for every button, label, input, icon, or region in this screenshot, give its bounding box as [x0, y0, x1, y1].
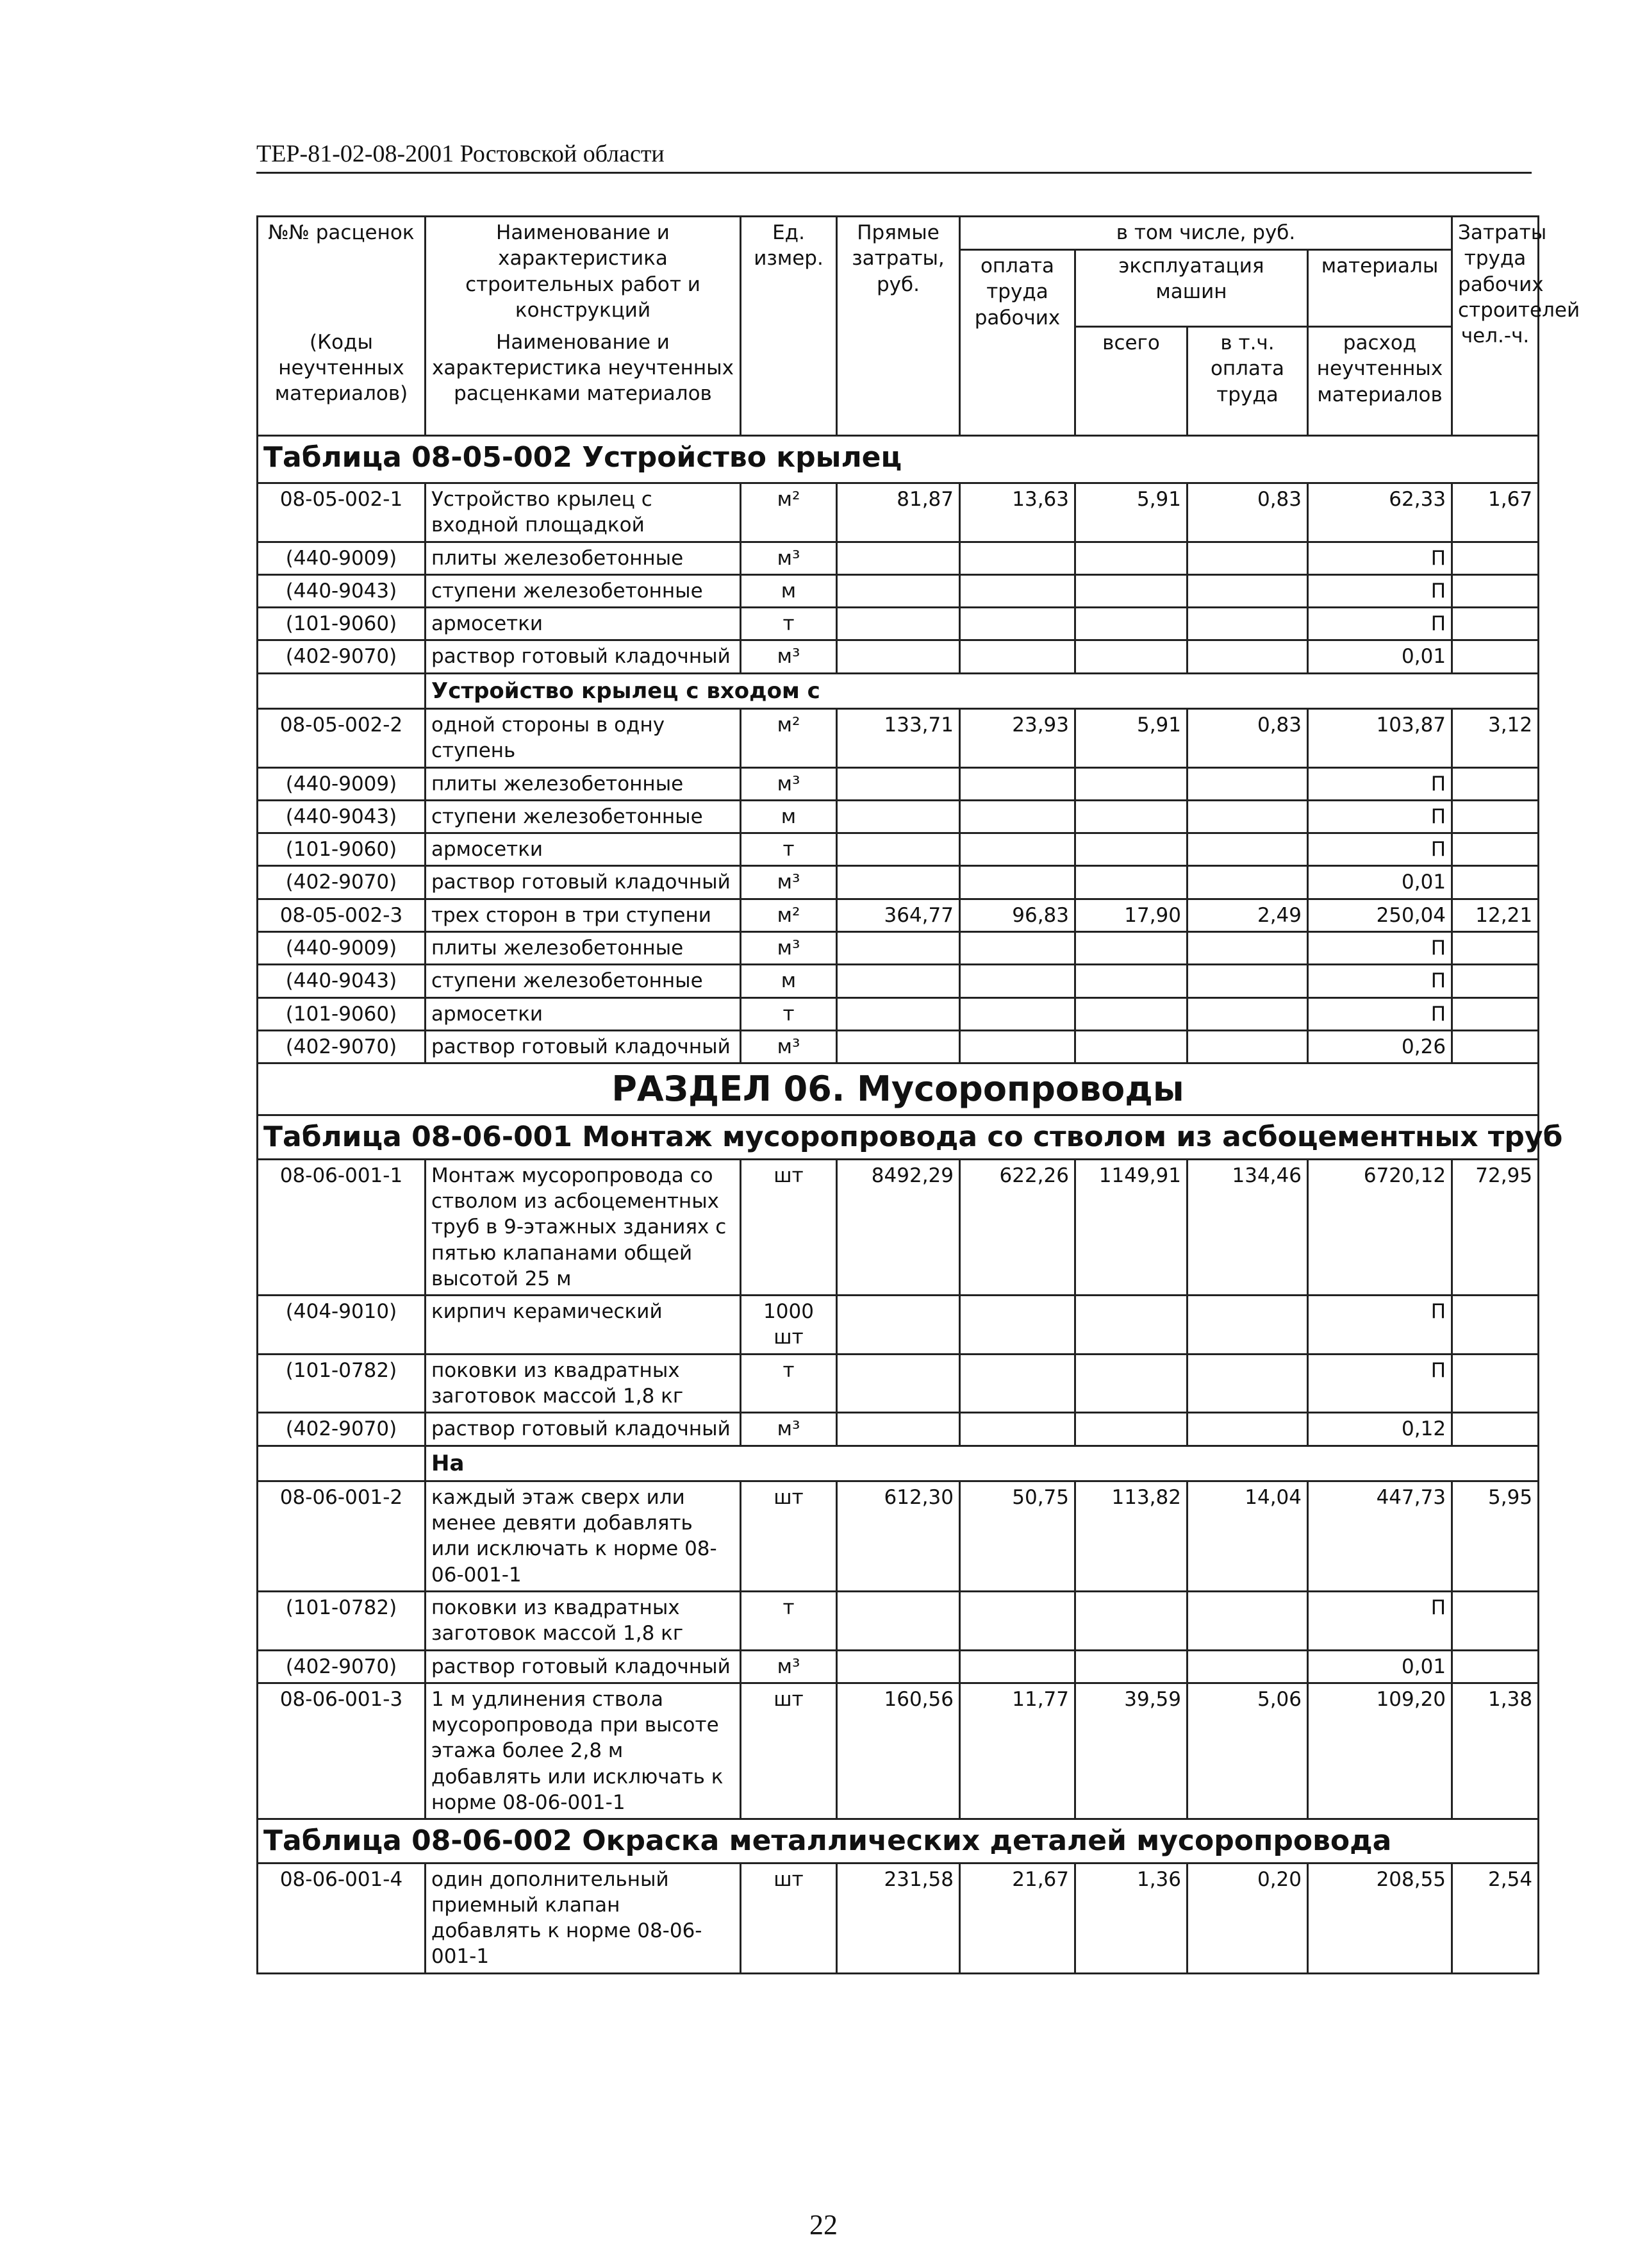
row-materials: П [1308, 997, 1452, 1030]
table-row [258, 1413, 1539, 1446]
row-materials: П [1308, 833, 1452, 866]
row-materials: П [1308, 542, 1452, 574]
row-machines-total [1075, 932, 1188, 965]
table-row [258, 866, 1539, 899]
row-name: 1 м удлинения ствола мусоропровода при высоте этажа более 2,8 м добавлять или исключать к норме 08-06-001-1 [426, 1683, 741, 1819]
row-machines-wages [1188, 1650, 1308, 1683]
row-labor: 1,38 [1452, 1683, 1539, 1819]
row-machines-wages [1188, 574, 1308, 607]
row-materials: П [1308, 767, 1452, 800]
table-subtitle: На [426, 1446, 1539, 1481]
row-wages [960, 1413, 1075, 1446]
row-direct-cost: 160,56 [837, 1683, 960, 1819]
row-direct-cost [837, 608, 960, 640]
row-machines-wages: 0,83 [1188, 708, 1308, 767]
row-materials: 447,73 [1308, 1481, 1452, 1591]
table-row [258, 1863, 1539, 1973]
row-machines-total [1075, 767, 1188, 800]
row-machines-total [1075, 1354, 1188, 1413]
row-code: (440-9043) [258, 574, 426, 607]
row-direct-cost [837, 1296, 960, 1355]
row-direct-cost: 612,30 [837, 1481, 960, 1591]
row-wages: 50,75 [960, 1481, 1075, 1591]
table-title: Таблица 08-06-002 Окраска металлических деталей мусоропровода [258, 1819, 1539, 1863]
row-direct-cost [837, 997, 960, 1030]
row-machines-total: 39,59 [1075, 1683, 1188, 1819]
row-direct-cost [837, 833, 960, 866]
row-machines-wages [1188, 833, 1308, 866]
col-unit-header: Ед. измер. [741, 217, 837, 436]
row-wages: 13,63 [960, 483, 1075, 542]
row-machines-wages [1188, 767, 1308, 800]
page-number: 22 [809, 2209, 838, 2240]
row-unit: м³ [741, 640, 837, 673]
row-labor: 72,95 [1452, 1159, 1539, 1295]
row-name: поковки из квадратных заготовок массой 1,8 кг [426, 1354, 741, 1413]
row-machines-wages: 5,06 [1188, 1683, 1308, 1819]
table-row [258, 708, 1539, 767]
table-row [258, 574, 1539, 607]
col-name-header: Наименование и характеристика строительных работ и конструкций [426, 217, 741, 327]
row-machines-total [1075, 833, 1188, 866]
row-name: плиты железобетонные [426, 767, 741, 800]
row-labor [1452, 1591, 1539, 1650]
row-code: (440-9009) [258, 932, 426, 965]
row-labor [1452, 640, 1539, 673]
table-subtitle: Устройство крылец с входом с [426, 673, 1539, 708]
table-title: Таблица 08-05-002 Устройство крылец [258, 436, 1539, 483]
table-row [258, 608, 1539, 640]
row-name: раствор готовый кладочный [426, 866, 741, 899]
row-direct-cost [837, 866, 960, 899]
row-materials: 0,01 [1308, 866, 1452, 899]
row-unit: м² [741, 708, 837, 767]
row-name: каждый этаж сверх или менее девяти добавлять или исключать к норме 08-06-001-1 [426, 1481, 741, 1591]
row-materials: 0,01 [1308, 1650, 1452, 1683]
row-code: 08-05-002-1 [258, 483, 426, 542]
row-direct-cost [837, 574, 960, 607]
row-machines-total [1075, 1591, 1188, 1650]
table-row [258, 542, 1539, 574]
row-code: (402-9070) [258, 1413, 426, 1446]
row-materials: 208,55 [1308, 1863, 1452, 1973]
row-materials: 0,01 [1308, 640, 1452, 673]
row-machines-total [1075, 1413, 1188, 1446]
row-code: (101-9060) [258, 608, 426, 640]
row-code: (101-0782) [258, 1591, 426, 1650]
row-machines-wages [1188, 640, 1308, 673]
table-row [258, 833, 1539, 866]
row-code: (440-9009) [258, 542, 426, 574]
row-machines-total [1075, 574, 1188, 607]
table-row [258, 1159, 1539, 1295]
row-unit: м² [741, 899, 837, 931]
row-machines-wages [1188, 1591, 1308, 1650]
row-wages: 21,67 [960, 1863, 1075, 1973]
row-name: поковки из квадратных заготовок массой 1,8 кг [426, 1591, 741, 1650]
row-code: (404-9010) [258, 1296, 426, 1355]
row-code: 08-06-001-3 [258, 1683, 426, 1819]
row-direct-cost: 364,77 [837, 899, 960, 931]
row-machines-total [1075, 640, 1188, 673]
row-direct-cost: 81,87 [837, 483, 960, 542]
row-labor [1452, 997, 1539, 1030]
row-unit: шт [741, 1481, 837, 1591]
col-direct-header: Прямые затраты, руб. [837, 217, 960, 436]
table-row [258, 640, 1539, 673]
row-materials: П [1308, 1591, 1452, 1650]
row-machines-total [1075, 997, 1188, 1030]
col-including-header: в том числе, руб. [960, 217, 1452, 250]
row-direct-cost [837, 1413, 960, 1446]
row-unit: шт [741, 1683, 837, 1819]
row-code: (402-9070) [258, 640, 426, 673]
row-direct-cost [837, 965, 960, 997]
row-name: армосетки [426, 997, 741, 1030]
row-labor [1452, 965, 1539, 997]
row-machines-total [1075, 1030, 1188, 1063]
row-labor [1452, 932, 1539, 965]
col-labor-header: Затраты труда рабочих строителей чел.-ч. [1452, 217, 1539, 436]
row-unit: м [741, 965, 837, 997]
row-machines-wages [1188, 542, 1308, 574]
col-machines-wages-header: в т.ч. оплата труда [1188, 327, 1308, 436]
row-direct-cost [837, 1650, 960, 1683]
row-labor [1452, 1354, 1539, 1413]
table-row [258, 1481, 1539, 1591]
row-wages [960, 767, 1075, 800]
row-unit: м [741, 800, 837, 833]
row-code: (440-9043) [258, 800, 426, 833]
row-labor [1452, 833, 1539, 866]
col-name-subheader: Наименование и характеристика неучтенных расценками материалов [426, 327, 741, 436]
row-code: (402-9070) [258, 1030, 426, 1063]
row-materials: 6720,12 [1308, 1159, 1452, 1295]
row-wages: 96,83 [960, 899, 1075, 931]
row-unit: м³ [741, 1650, 837, 1683]
row-wages [960, 542, 1075, 574]
section-title: РАЗДЕЛ 06. Мусоропроводы [258, 1063, 1539, 1115]
row-labor [1452, 1030, 1539, 1063]
row-materials: П [1308, 608, 1452, 640]
row-direct-cost [837, 932, 960, 965]
row-wages [960, 1030, 1075, 1063]
row-name: один дополнительный приемный клапан добавлять к норме 08-06-001-1 [426, 1863, 741, 1973]
row-code: (440-9043) [258, 965, 426, 997]
row-labor [1452, 1413, 1539, 1446]
row-materials: П [1308, 932, 1452, 965]
row-machines-total [1075, 965, 1188, 997]
col-machines-total-header: всего [1075, 327, 1188, 436]
row-name: раствор готовый кладочный [426, 1650, 741, 1683]
row-unit: т [741, 1354, 837, 1413]
row-code: (101-9060) [258, 997, 426, 1030]
table-row [258, 965, 1539, 997]
row-labor: 2,54 [1452, 1863, 1539, 1973]
row-unit: шт [741, 1863, 837, 1973]
col-wages-header: оплата труда рабочих [960, 250, 1075, 436]
row-code: 08-06-001-1 [258, 1159, 426, 1295]
row-direct-cost [837, 1354, 960, 1413]
row-materials: 62,33 [1308, 483, 1452, 542]
row-direct-cost: 8492,29 [837, 1159, 960, 1295]
table-row [258, 1650, 1539, 1683]
table-row [258, 1591, 1539, 1650]
row-name: ступени железобетонные [426, 800, 741, 833]
row-code: (101-9060) [258, 833, 426, 866]
row-name: кирпич керамический [426, 1296, 741, 1355]
row-wages [960, 800, 1075, 833]
row-wages [960, 932, 1075, 965]
table-row [258, 997, 1539, 1030]
row-machines-wages: 14,04 [1188, 1481, 1308, 1591]
row-wages [960, 608, 1075, 640]
row-machines-total: 5,91 [1075, 483, 1188, 542]
row-direct-cost [837, 640, 960, 673]
row-name: ступени железобетонные [426, 965, 741, 997]
row-machines-wages: 0,20 [1188, 1863, 1308, 1973]
row-name: трех сторон в три ступени [426, 899, 741, 931]
row-machines-wages [1188, 608, 1308, 640]
row-name: армосетки [426, 833, 741, 866]
row-unit: 1000 шт [741, 1296, 837, 1355]
row-direct-cost [837, 1591, 960, 1650]
row-name: раствор готовый кладочный [426, 640, 741, 673]
row-unit: м³ [741, 866, 837, 899]
row-machines-wages: 2,49 [1188, 899, 1308, 931]
blank-cell [258, 1446, 426, 1481]
row-direct-cost [837, 767, 960, 800]
row-materials: П [1308, 800, 1452, 833]
row-name: армосетки [426, 608, 741, 640]
row-direct-cost: 133,71 [837, 708, 960, 767]
row-labor [1452, 800, 1539, 833]
row-unit: т [741, 833, 837, 866]
row-name: Монтаж мусоропровода со стволом из асбоцементных труб в 9-этажных зданиях с пятью клапанами общей высотой 25 м [426, 1159, 741, 1295]
row-name: Устройство крылец с входной площадкой [426, 483, 741, 542]
row-unit: м² [741, 483, 837, 542]
row-unit: м³ [741, 1413, 837, 1446]
col-code-header: №№ расценок [258, 217, 426, 327]
row-machines-total [1075, 866, 1188, 899]
row-materials: 109,20 [1308, 1683, 1452, 1819]
row-direct-cost [837, 800, 960, 833]
row-materials: 250,04 [1308, 899, 1452, 931]
row-labor [1452, 767, 1539, 800]
row-direct-cost [837, 1030, 960, 1063]
row-machines-total: 1,36 [1075, 1863, 1188, 1973]
blank-cell [258, 673, 426, 708]
row-wages: 622,26 [960, 1159, 1075, 1295]
row-wages: 11,77 [960, 1683, 1075, 1819]
document-header: ТЕР-81-02-08-2001 Ростовской области [256, 136, 1532, 174]
row-machines-wages: 0,83 [1188, 483, 1308, 542]
row-code: 08-06-001-2 [258, 1481, 426, 1591]
row-machines-total [1075, 608, 1188, 640]
row-machines-wages [1188, 1030, 1308, 1063]
row-name: плиты железобетонные [426, 542, 741, 574]
row-wages [960, 1354, 1075, 1413]
row-unit: т [741, 1591, 837, 1650]
row-machines-wages [1188, 965, 1308, 997]
row-code: 08-05-002-3 [258, 899, 426, 931]
table-row [258, 1296, 1539, 1355]
row-machines-total: 113,82 [1075, 1481, 1188, 1591]
row-labor: 3,12 [1452, 708, 1539, 767]
row-materials: П [1308, 965, 1452, 997]
row-direct-cost [837, 542, 960, 574]
row-code: 08-06-001-4 [258, 1863, 426, 1973]
row-machines-total [1075, 1650, 1188, 1683]
row-unit: м [741, 574, 837, 607]
row-machines-total [1075, 542, 1188, 574]
row-machines-wages: 134,46 [1188, 1159, 1308, 1295]
row-materials: П [1308, 574, 1452, 607]
row-machines-total [1075, 1296, 1188, 1355]
row-unit: м³ [741, 1030, 837, 1063]
table-row [258, 1030, 1539, 1063]
row-machines-wages [1188, 997, 1308, 1030]
row-unit: м³ [741, 932, 837, 965]
row-code: (402-9070) [258, 866, 426, 899]
row-wages [960, 833, 1075, 866]
row-machines-wages [1188, 1413, 1308, 1446]
row-wages [960, 997, 1075, 1030]
row-name: раствор готовый кладочный [426, 1030, 741, 1063]
col-machines-header: эксплуатация машин [1075, 250, 1308, 327]
row-materials: П [1308, 1354, 1452, 1413]
row-name: плиты железобетонные [426, 932, 741, 965]
row-unit: т [741, 608, 837, 640]
row-wages [960, 1650, 1075, 1683]
row-wages [960, 866, 1075, 899]
row-labor [1452, 574, 1539, 607]
table-row [258, 767, 1539, 800]
rates-table [256, 215, 1580, 1974]
row-name: ступени железобетонные [426, 574, 741, 607]
row-unit: т [741, 997, 837, 1030]
row-machines-total [1075, 800, 1188, 833]
col-materials-sub-header: расход неучтенных материалов [1308, 327, 1452, 436]
row-machines-wages [1188, 1354, 1308, 1413]
row-labor: 12,21 [1452, 899, 1539, 931]
row-labor: 5,95 [1452, 1481, 1539, 1591]
row-materials: 0,26 [1308, 1030, 1452, 1063]
row-machines-wages [1188, 866, 1308, 899]
row-labor: 1,67 [1452, 483, 1539, 542]
row-unit: м³ [741, 542, 837, 574]
row-name: раствор готовый кладочный [426, 1413, 741, 1446]
row-machines-total: 1149,91 [1075, 1159, 1188, 1295]
row-wages [960, 574, 1075, 607]
row-materials: П [1308, 1296, 1452, 1355]
row-materials: 103,87 [1308, 708, 1452, 767]
row-code: (101-0782) [258, 1354, 426, 1413]
row-labor [1452, 542, 1539, 574]
row-wages [960, 1296, 1075, 1355]
row-wages [960, 640, 1075, 673]
table-title: Таблица 08-06-001 Монтаж мусоропровода со стволом из асбоцементных труб [258, 1115, 1539, 1159]
table-row [258, 800, 1539, 833]
row-code: 08-05-002-2 [258, 708, 426, 767]
row-materials: 0,12 [1308, 1413, 1452, 1446]
col-materials-header: материалы [1308, 250, 1452, 327]
row-unit: шт [741, 1159, 837, 1295]
row-code: (440-9009) [258, 767, 426, 800]
row-machines-wages [1188, 932, 1308, 965]
row-machines-total: 17,90 [1075, 899, 1188, 931]
col-code-subheader: (Коды неучтенных материалов) [258, 327, 426, 436]
row-machines-total: 5,91 [1075, 708, 1188, 767]
row-labor [1452, 866, 1539, 899]
row-direct-cost: 231,58 [837, 1863, 960, 1973]
row-wages: 23,93 [960, 708, 1075, 767]
row-unit: м³ [741, 767, 837, 800]
row-labor [1452, 1650, 1539, 1683]
row-wages [960, 1591, 1075, 1650]
table-row [258, 899, 1539, 931]
row-machines-wages [1188, 800, 1308, 833]
row-labor [1452, 1296, 1539, 1355]
table-row [258, 1354, 1539, 1413]
row-code: (402-9070) [258, 1650, 426, 1683]
table-row [258, 1683, 1539, 1819]
table-row [258, 932, 1539, 965]
row-name: одной стороны в одну ступень [426, 708, 741, 767]
row-machines-wages [1188, 1296, 1308, 1355]
row-labor [1452, 608, 1539, 640]
table-row [258, 483, 1539, 542]
row-wages [960, 965, 1075, 997]
